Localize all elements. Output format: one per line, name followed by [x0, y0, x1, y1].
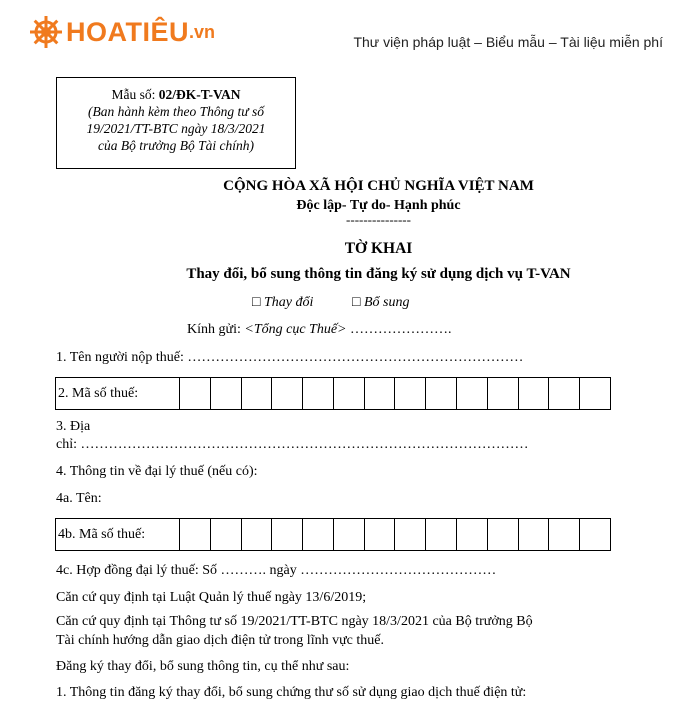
tax-code-cell[interactable]	[179, 378, 210, 409]
national-motto: Độc lập- Tự do- Hạnh phúc	[296, 198, 461, 213]
form-code-box	[56, 77, 296, 169]
tax-code-cell[interactable]	[456, 378, 487, 409]
registration-intro: Đăng ký thay đổi, bổ sung thông tin, cụ thể như sau:	[56, 659, 350, 674]
tax-code-cell[interactable]	[579, 378, 610, 409]
tax-code-cell[interactable]	[394, 378, 425, 409]
site-logo[interactable]	[28, 14, 215, 50]
tax-code-grid[interactable]	[55, 377, 611, 410]
agent-tax-code-cell[interactable]	[425, 519, 456, 550]
tax-code-cell[interactable]	[333, 378, 364, 409]
national-divider: ---------------	[346, 212, 411, 227]
agent-tax-code-cell[interactable]	[210, 519, 241, 550]
form-issued-line-2: 19/2021/TT-BTC ngày 18/3/2021	[86, 121, 266, 136]
tax-code-cell[interactable]	[548, 378, 579, 409]
taxpayer-name-field[interactable]: 1. Tên người nộp thuế: ………………………………………………………………	[56, 350, 524, 365]
logo-wordmark: HOATIÊU	[66, 16, 189, 47]
agent-tax-code-grid[interactable]	[55, 518, 611, 551]
tax-code-label: 2. Mã số thuế:	[58, 385, 139, 401]
agent-tax-code-cell[interactable]	[364, 519, 395, 550]
agent-tax-code-cell[interactable]	[518, 519, 549, 550]
tax-code-cell[interactable]	[210, 378, 241, 409]
agent-name-field[interactable]: 4a. Tên:	[56, 491, 102, 506]
doc-title: TỜ KHAI	[344, 240, 413, 257]
section-1-heading: 1. Thông tin đăng ký thay đổi, bổ sung chứng thư số sử dụng giao dịch thuế điện tử:	[56, 685, 527, 700]
agent-tax-code-cell[interactable]	[302, 519, 333, 550]
agent-tax-code-cell[interactable]	[579, 519, 610, 550]
agent-tax-code-cell[interactable]	[179, 519, 210, 550]
logo-domain: .vn	[189, 21, 216, 42]
option-change-checkbox[interactable]: □ Thay đổi	[252, 295, 314, 310]
agent-tax-code-cell[interactable]	[394, 519, 425, 550]
basis-paragraph-2-line-1: Căn cứ quy định tại Thông tư số 19/2021/TT-BTC ngày 18/3/2021 của Bộ trưởng Bộ	[56, 614, 533, 629]
tax-code-cell[interactable]	[364, 378, 395, 409]
form-issued-line-3: của Bộ trưởng Bộ Tài chính)	[98, 138, 254, 153]
option-add-checkbox[interactable]: □ Bổ sung	[352, 295, 410, 310]
agent-tax-code-label: 4b. Mã số thuế:	[58, 526, 146, 542]
agent-info-heading: 4. Thông tin về đại lý thuế (nếu có):	[56, 464, 258, 479]
agent-tax-code-cell[interactable]	[456, 519, 487, 550]
agent-tax-code-cell[interactable]	[271, 519, 302, 550]
tax-code-cell[interactable]	[271, 378, 302, 409]
doc-subtitle: Thay đổi, bổ sung thông tin đăng ký sử dụng dịch vụ T-VAN	[186, 266, 571, 282]
agent-tax-code-cell[interactable]	[241, 519, 272, 550]
site-tagline: Thư viện pháp luật – Biểu mẫu – Tài liệu miễn phí	[353, 34, 663, 50]
ship-wheel-icon	[28, 14, 64, 50]
recipient-line: Kính gửi: <Tổng cục Thuế> ………………….	[187, 322, 452, 337]
agent-tax-code-cell[interactable]	[333, 519, 364, 550]
address-label: 3. Địa	[56, 419, 91, 434]
form-issued-line-1: (Ban hành kèm theo Thông tư số	[87, 104, 265, 119]
agent-tax-code-cell[interactable]	[548, 519, 579, 550]
agent-contract-field[interactable]: 4c. Hợp đồng đại lý thuế: Số ………. ngày ……………………………………	[56, 563, 497, 578]
national-title: CỘNG HÒA XÃ HỘI CHỦ NGHĨA VIỆT NAM	[223, 178, 534, 194]
tax-code-cell[interactable]	[487, 378, 518, 409]
basis-paragraph-1: Căn cứ quy định tại Luật Quản lý thuế ngày 13/6/2019;	[56, 590, 367, 605]
agent-tax-code-cell[interactable]	[487, 519, 518, 550]
tax-code-cell[interactable]	[518, 378, 549, 409]
form-code: Mẫu số: 02/ĐK-T-VAN	[111, 87, 241, 102]
address-field[interactable]: chỉ: ……………………………………………………………………………………	[56, 437, 529, 452]
tax-code-cell[interactable]	[425, 378, 456, 409]
tax-code-cell[interactable]	[241, 378, 272, 409]
tax-code-cell[interactable]	[302, 378, 333, 409]
basis-paragraph-2-line-2: Tài chính hướng dẫn giao dịch điện tử trong lĩnh vực thuế.	[56, 633, 384, 648]
